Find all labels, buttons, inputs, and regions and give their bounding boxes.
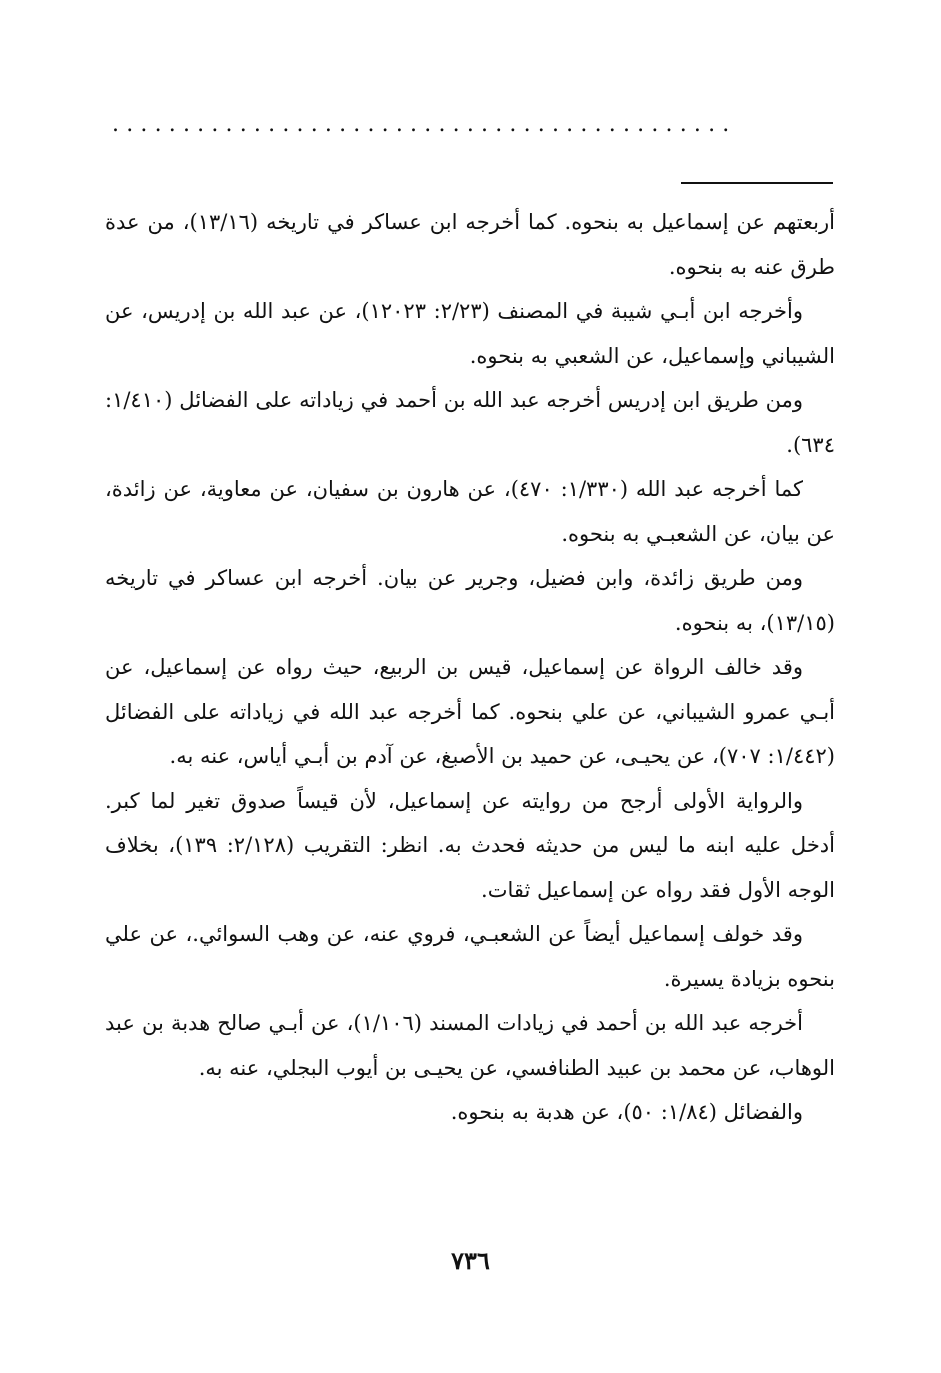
footnote-paragraph: وقد خولف إسماعيل أيضاً عن الشعبـي، فروي عنه، عن وهب السوائي.، عن علي بنحوه بزيادة يسيرة. xyxy=(105,922,835,991)
footnote-paragraph: أربعتهم عن إسماعيل به بنحوه. كما أخرجه ابن عساكر في تاريخه (١٣/١٦)، من عدة طرق عنه به بنحوه. xyxy=(105,210,835,279)
footnote-rule xyxy=(681,182,833,184)
footnote-paragraph: ومن طريق زائدة، وابن فضيل، وجرير عن بيان. أخرجه ابن عساكر في تاريخه (١٣/١٥)، به بنحوه. xyxy=(105,566,835,635)
footnote-paragraph: كما أخرجه عبد الله (١/٣٣٠: ٤٧٠)، عن هارون بن سفيان، عن معاوية، عن زائدة، عن بيان، عن الشعبـي به بنحوه. xyxy=(105,477,835,546)
footnote-paragraph: والفضائل (١/٨٤: ٥٠)، عن هدبة به بنحوه. xyxy=(450,1100,803,1124)
footnote-paragraph: والرواية الأولى أرجح من روايته عن إسماعيل، لأن قيساً صدوق تغير لما كبر. أدخل عليه ابنه ما ليس من حديثه فحدث به. انظر: التقريب (٢/١٢٨: ١٣٩)، بخلاف الوجه الأول فقد رواه عن إسماعيل ثقات. xyxy=(105,788,835,902)
footnote-paragraph: وأخرجه ابن أبـي شيبة في المصنف (٢/٢٣: ١٢٠٢٣)، عن عبد الله بن إدريس، عن الشيباني وإسماعيل، عن الشعبي به بنحوه. xyxy=(105,299,835,368)
footnote-paragraph: وقد خالف الرواة عن إسماعيل، قيس بن الربيع، حيث رواه عن إسماعيل، عن أبـي عمرو الشيباني، عن علي بنحوه. كما أخرجه عبد الله في زياداته على الفضائل (١/٤٤٢: ٧٠٧)، عن يحيـى، عن حميد بن الأصبغ، عن آدم بن أبـي أياس، عنه به. xyxy=(105,655,835,768)
dotted-separator: ............................................ xyxy=(112,112,737,137)
footnote-paragraph: أخرجه عبد الله بن أحمد في زيادات المسند (١/١٠٦)، عن أبـي صالح هدبة بن عبد الوهاب، عن محمد بن عبيد الطنافسي، عن يحيـى بن أيوب البجلي، عنه به. xyxy=(105,1011,835,1080)
footnotes-section xyxy=(105,200,835,1135)
page-number: ٧٣٦ xyxy=(451,1246,490,1275)
footnote-paragraph: ومن طريق ابن إدريس أخرجه عبد الله بن أحمد في زياداته على الفضائل (١/٤١٠: ٦٣٤). xyxy=(105,388,835,457)
